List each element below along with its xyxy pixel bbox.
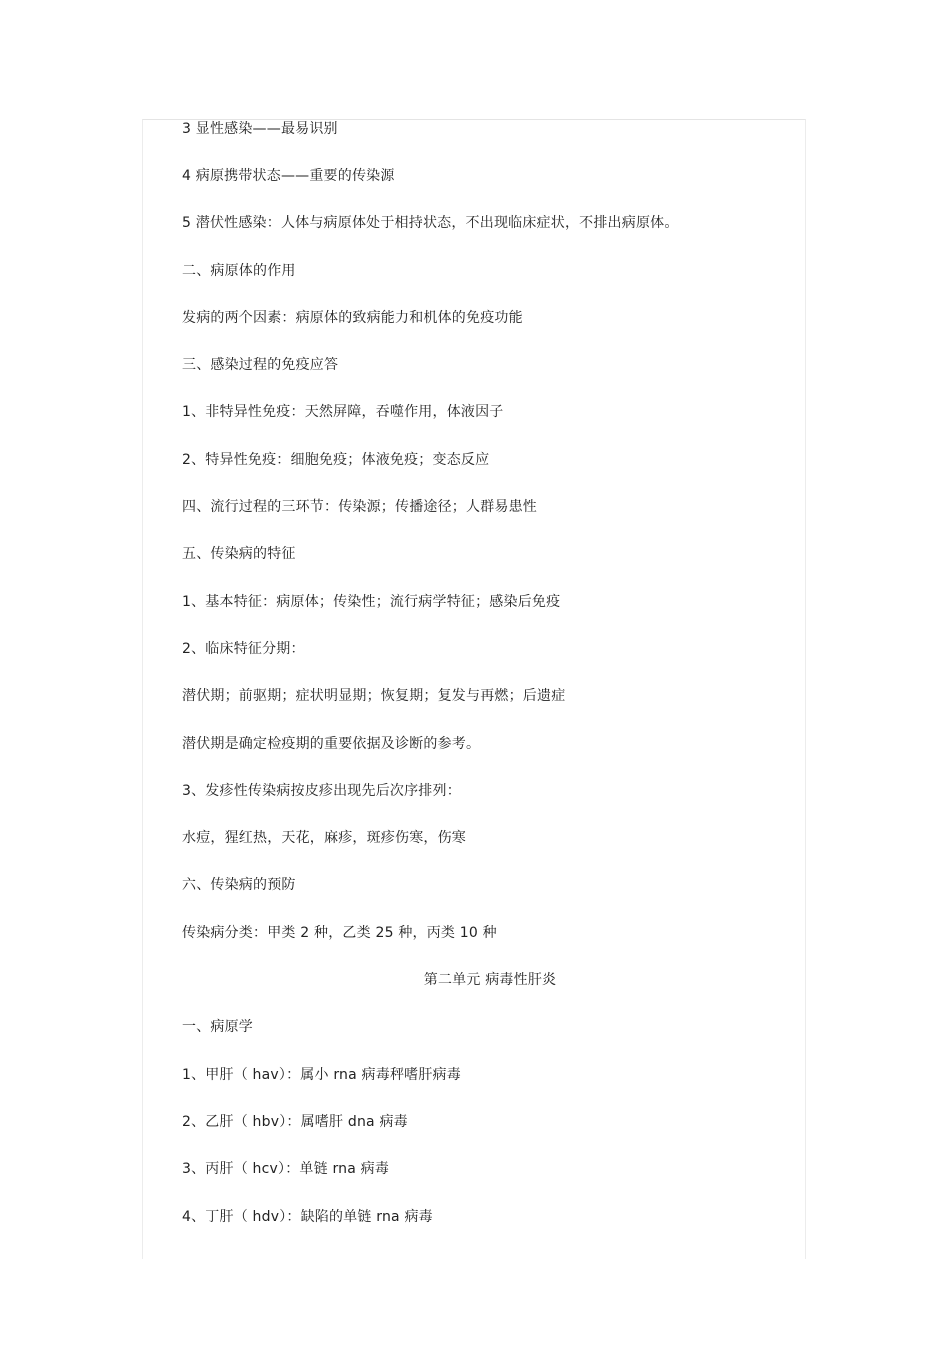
text-line-1: 3 显性感染——最易识别 <box>182 121 338 137</box>
unit-title: 第二单元 病毒性肝炎 <box>423 972 557 988</box>
text-line-23: 3、丙肝（ hcv）：单链 rna 病毒 <box>182 1161 390 1177</box>
text-line-24: 4、丁肝（ hdv）：缺陷的单链 rna 病毒 <box>182 1209 433 1225</box>
section-heading-etiology: 一、病原学 <box>182 1019 253 1035</box>
section-heading-4: 四、流行过程的三环节：传染源；传播途径；人群易患性 <box>182 499 537 515</box>
section-heading-3: 三、感染过程的免疫应答 <box>182 357 339 373</box>
text-line-5: 发病的两个因素：病原体的致病能力和机体的免疫功能 <box>182 310 523 326</box>
section-heading-5: 五、传染病的特征 <box>182 546 296 562</box>
text-line-21: 1、甲肝（ hav）：属小 rna 病毒秤嗜肝病毒 <box>182 1067 461 1083</box>
text-line-8: 2、特异性免疫：细胞免疫；体液免疫；变态反应 <box>182 452 490 468</box>
section-heading-6: 六、传染病的预防 <box>182 877 296 893</box>
text-line-22: 2、乙肝（ hbv）：属嗜肝 dna 病毒 <box>182 1114 408 1130</box>
section-heading-2: 二、病原体的作用 <box>182 263 296 279</box>
text-line-3: 5 潜伏性感染：人体与病原体处于相持状态，不出现临床症状，不排出病原体。 <box>182 215 679 231</box>
text-line-2: 4 病原携带状态——重要的传染源 <box>182 168 395 184</box>
text-line-18: 传染病分类：甲类 2 种，乙类 25 种，丙类 10 种 <box>182 925 497 941</box>
text-line-11: 1、基本特征：病原体；传染性；流行病学特征；感染后免疫 <box>182 594 561 610</box>
text-line-14: 潜伏期是确定检疫期的重要依据及诊断的参考。 <box>182 736 481 752</box>
text-line-15: 3、发疹性传染病按皮疹出现先后次序排列： <box>182 783 461 799</box>
text-line-7: 1、非特异性免疫：天然屏障，吞噬作用，体液因子 <box>182 404 504 420</box>
text-line-16: 水痘，猩红热，天花，麻疹，斑疹伤寒，伤寒 <box>182 830 466 846</box>
text-line-13: 潜伏期；前驱期；症状明显期；恢复期；复发与再燃；后遗症 <box>182 688 566 704</box>
text-line-12: 2、临床特征分期： <box>182 641 305 657</box>
